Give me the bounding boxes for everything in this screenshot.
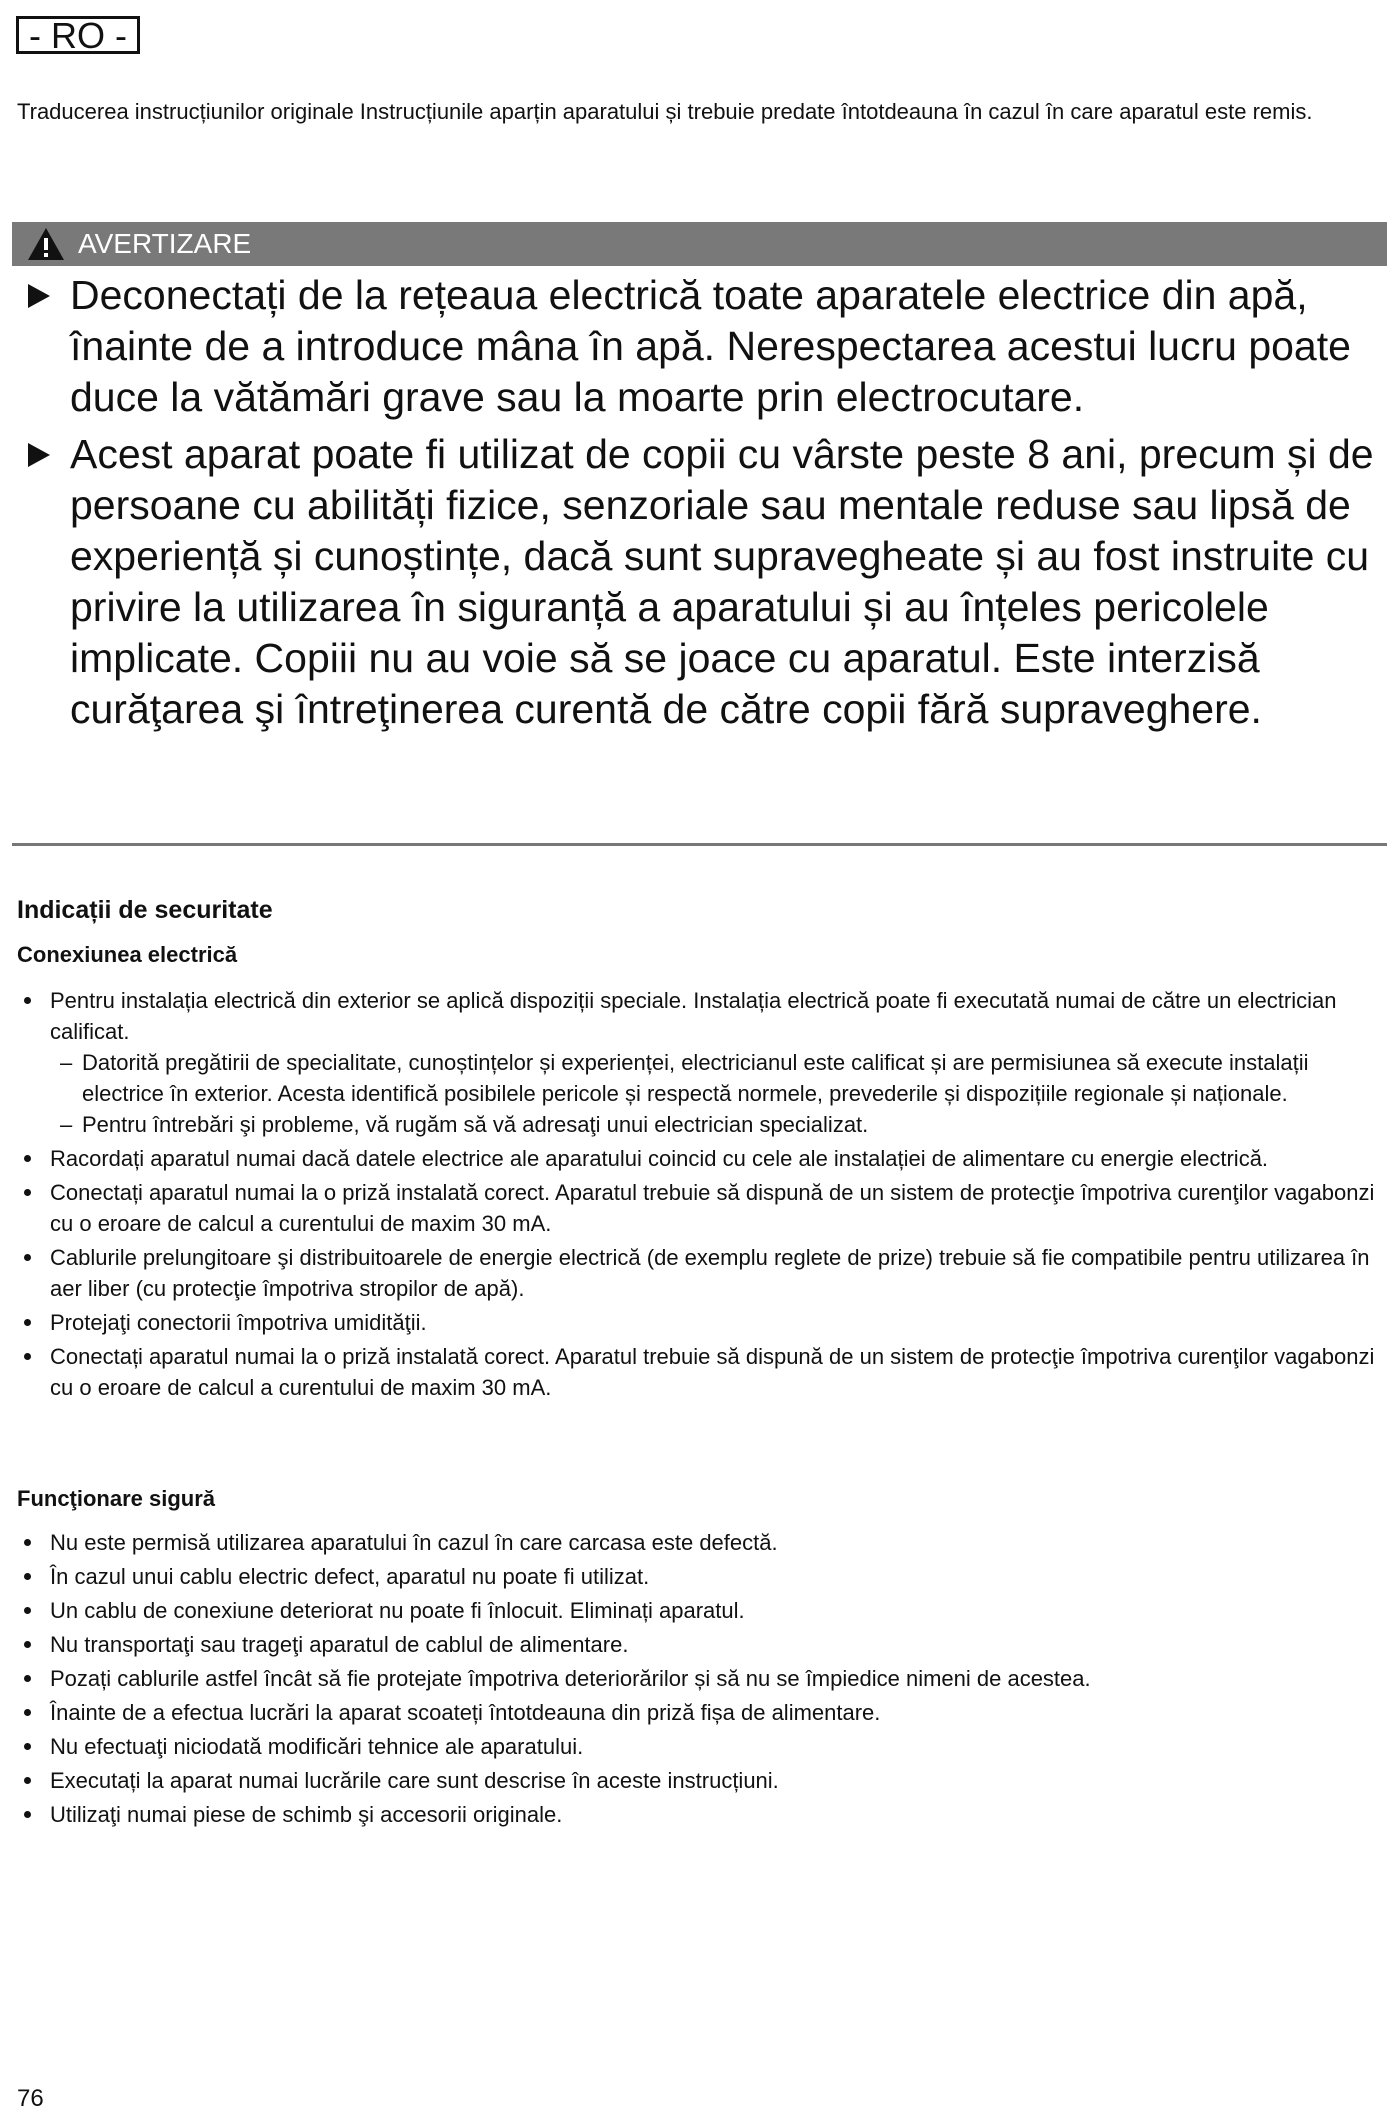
list-item: În cazul unui cablu electric defect, aparatul nu poate fi utilizat. [12,1561,1387,1592]
warning-title: AVERTIZARE [78,228,252,259]
bullet-icon [24,1319,31,1326]
warning-header [12,222,1387,266]
operation-title: Funcţionare sigură [17,1486,216,1511]
warning-item: Deconectați de la rețeaua electrică toate aparatele electrice din apă, înainte de a introduce mâna în apă. Nerespectarea acestui lucru poate duce la vătămări grave sau la moarte prin electrocutare. [12,270,1387,423]
bullet-icon [24,1777,31,1784]
bullet-icon [24,1607,31,1614]
list-item: Conectați aparatul numai la o priză instalată corect. Aparatul trebuie să dispună de un sistem de protecţie împotriva curenţilor vagabonzi cu o eroare de calcul a curentului de maxim 30 mA. [12,1341,1387,1403]
list-item: Conectați aparatul numai la o priză instalată corect. Aparatul trebuie să dispună de un sistem de protecţie împotriva curenţilor vagabonzi cu o eroare de calcul a curentului de maxim 30 mA. [12,1177,1387,1239]
warning-triangle-icon [26,226,66,262]
list-item: Nu transportaţi sau trageţi aparatul de cablul de alimentare. [12,1629,1387,1660]
list-item: Utilizaţi numai piese de schimb şi accesorii originale. [12,1799,1387,1830]
language-label: - RO - [16,16,140,54]
bullet-icon [24,1641,31,1648]
operation-list [12,1527,1387,1833]
sub-list-item: – Datorită pregătirii de specialitate, cunoștințelor și experienței, electricianul este calificat și are permisiunea să execute instalații electrice în exterior. Acesta identifică posibilele pericole și respectă normele, prevederile și dispozițiile regionale și naționale. [60,1050,1309,1106]
bullet-icon [24,1189,31,1196]
bullet-icon [24,1254,31,1261]
page-number: 76 [17,2085,44,2112]
list-item: Executați la aparat numai lucrările care sunt descrise în aceste instrucțiuni. [12,1765,1387,1796]
bullet-icon [24,1709,31,1716]
arrow-right-icon [28,284,50,308]
warning-list [12,270,1387,741]
bullet-icon [24,1743,31,1750]
list-item: Un cablu de conexiune deteriorat nu poate fi înlocuit. Eliminați aparatul. [12,1595,1387,1626]
warning-item: Acest aparat poate fi utilizat de copii cu vârste peste 8 ani, precum și de persoane cu abilități fizice, senzoriale sau mentale reduse sau lipsă de experiență și cunoștințe, dacă sunt supravegheate și au fost instruite cu privire la utilizarea în siguranță a aparatului și au înțeles pericolele implicate. Copiii nu au voie să se joace cu aparatul. Este interzisă curăţarea şi întreţinerea curentă de către copii fără supraveghere. [12,429,1387,735]
list-item: Nu efectuaţi niciodată modificări tehnice ale aparatului. [12,1731,1387,1762]
electrical-title: Conexiunea electrică [17,942,238,967]
list-item: Pozați cablurile astfel încât să fie protejate împotriva deteriorărilor și să nu se împiedice nimeni de acestea. [12,1663,1387,1694]
bullet-icon [24,1573,31,1580]
bullet-icon [24,1675,31,1682]
list-item: Pentru instalația electrică din exterior se aplică dispoziții speciale. Instalația electrică poate fi executată numai de către un electrician calificat. – Datorită pregătirii de specialitate, cunoștințelor și experienței, electricianul este calificat și are permisiunea să execute instalații electrice în exterior. Acesta identifică posibilele pericole și respectă normele, prevederile și dispozițiile regionale și naționale. – Pentru întrebări şi probleme, vă rugăm să vă adresaţi unui electrician specializat. [12,985,1387,1140]
list-item: Cablurile prelungitoare şi distribuitoarele de energie electrică (de exemplu reglete de prize) trebuie să fie compatibile pentru utilizarea în aer liber (cu protecţie împotriva stropilor de apă). [12,1242,1387,1304]
warning-divider [12,843,1387,846]
sub-list-item: – Pentru întrebări şi probleme, vă rugăm să vă adresaţi unui electrician specializat. [60,1112,869,1137]
electrical-list [12,985,1387,1406]
list-item: Înainte de a efectua lucrări la aparat scoateți întotdeauna din priză fișa de alimentare. [12,1697,1387,1728]
bullet-icon [24,1539,31,1546]
bullet-icon [24,1811,31,1818]
list-item: Racordați aparatul numai dacă datele electrice ale aparatului coincid cu cele ale instalației de alimentare cu energie electrică. [12,1143,1387,1174]
list-item: Protejaţi conectorii împotriva umidităţii. [12,1307,1387,1338]
intro-text: Traducerea instrucțiunilor originale Instrucțiunile aparțin aparatului și trebuie predate întotdeauna în cazul în care aparatul este remis. [17,99,1313,124]
bullet-icon [24,1353,31,1360]
list-item: Nu este permisă utilizarea aparatului în cazul în care carcasa este defectă. [12,1527,1387,1558]
safety-title: Indicații de securitate [17,896,273,924]
sub-list [50,1047,1387,1140]
arrow-right-icon [28,443,50,467]
bullet-icon [24,997,31,1004]
bullet-icon [24,1155,31,1162]
